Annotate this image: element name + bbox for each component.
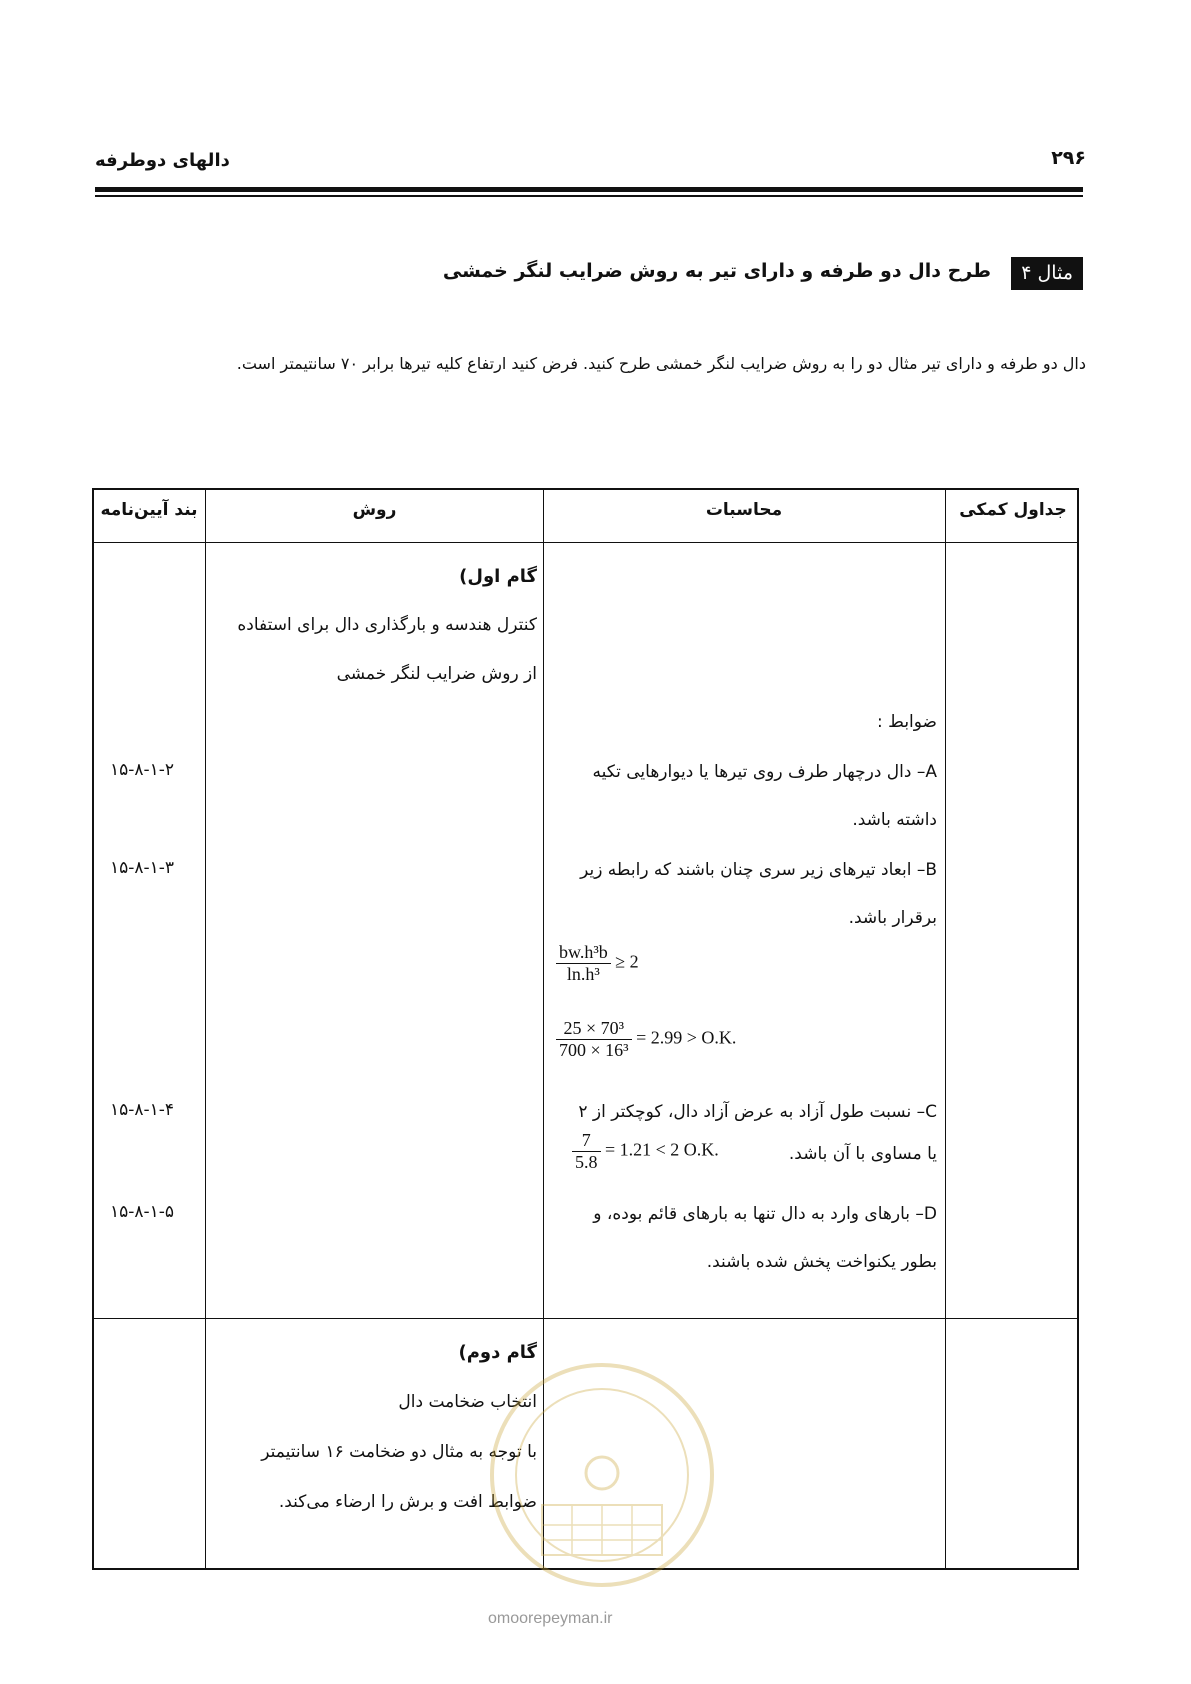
header-calculations: محاسبات [705, 500, 783, 520]
chapter-title: دالهای دوطرفه [95, 150, 230, 171]
stiffness-ratio-formula [556, 942, 639, 985]
formula1-numerator: bw.h³b [556, 942, 611, 964]
header-code-clause: بند آیین‌نامه [100, 500, 198, 520]
code-ref-c: ۱۵-۸-۱-۴ [110, 1100, 175, 1120]
formula1-denominator: ln.h³ [566, 964, 600, 984]
watermark-seal [482, 1355, 722, 1595]
header-rule [95, 187, 1083, 192]
criterion-b-line1: B– ابعاد تیرهای زیر سری چنان باشند که رابطه زیر [580, 860, 937, 880]
formula2-denominator: 700 × 16³ [559, 1040, 629, 1060]
formula3-denominator: 5.8 [575, 1152, 598, 1172]
formula1-rhs: ≥ 2 [615, 951, 639, 972]
criterion-d-line2: بطور یکنواخت پخش شده باشند. [706, 1252, 937, 1272]
step1-method-line1: کنترل هندسه و بارگذاری دال برای استفاده [237, 615, 537, 635]
criterion-c-line1: C– نسبت طول آزاد به عرض آزاد دال، کوچکتر از ۲ [578, 1102, 937, 1122]
criterion-c-line2: یا مساوی با آن باشد. [788, 1144, 937, 1164]
formula3-numerator: 7 [572, 1130, 601, 1152]
header-aux-tables: جداول کمکی [959, 500, 1067, 520]
criterion-d-line1: D– بارهای وارد به دال تنها به بارهای قائم بوده، و [593, 1204, 937, 1224]
column-divider [945, 490, 946, 1568]
formula3-rhs: = 1.21 < 2 O.K. [605, 1139, 719, 1160]
code-ref-a: ۱۵-۸-۱-۲ [110, 760, 175, 780]
row-divider [94, 1318, 1077, 1319]
header-rule-thin [95, 195, 1083, 197]
watermark-url: omoorepeyman.ir [488, 1610, 613, 1627]
criterion-b-line2: برقرار باشد. [848, 908, 937, 928]
step2-line2: با توجه به مثال دو ضخامت ۱۶ سانتیمتر [261, 1442, 537, 1462]
page-number: ۲۹۶ [1051, 147, 1086, 169]
aspect-ratio-check [572, 1130, 719, 1173]
criterion-a-line1: A– دال درچهار طرف روی تیرها یا دیوارهایی تکیه [592, 762, 937, 782]
formula2-numerator: 25 × 70³ [556, 1018, 632, 1040]
header-divider [94, 542, 1077, 543]
criterion-a-line2: داشته باشد. [852, 810, 937, 830]
step1-title: گام اول) [459, 566, 537, 587]
step2-title: گام دوم) [458, 1342, 537, 1363]
example-title: طرح دال دو طرفه و دارای تیر به روش ضرایب لنگر خمشی [442, 260, 991, 282]
step1-method-line2: از روش ضرایب لنگر خمشی [336, 664, 537, 684]
stiffness-ratio-check [556, 1018, 736, 1061]
problem-statement: دال دو طرفه و دارای تیر مثال دو را به روش ضرایب لنگر خمشی طرح کنید. فرض کنید ارتفاع کلیه تیرها برابر ۷۰ سانتیمتر است. [236, 354, 1086, 373]
code-ref-b: ۱۵-۸-۱-۳ [110, 858, 175, 878]
step2-line3: ضوابط افت و برش را ارضاء می‌کند. [278, 1492, 537, 1512]
code-ref-d: ۱۵-۸-۱-۵ [110, 1202, 175, 1222]
example-label: مثال ۴ [1011, 257, 1083, 290]
formula2-rhs: = 2.99 > O.K. [636, 1027, 737, 1048]
step2-line1: انتخاب ضخامت دال [398, 1392, 537, 1412]
column-divider [205, 490, 206, 1568]
criteria-label: ضوابط : [877, 712, 937, 732]
header-method: روش [352, 500, 397, 520]
